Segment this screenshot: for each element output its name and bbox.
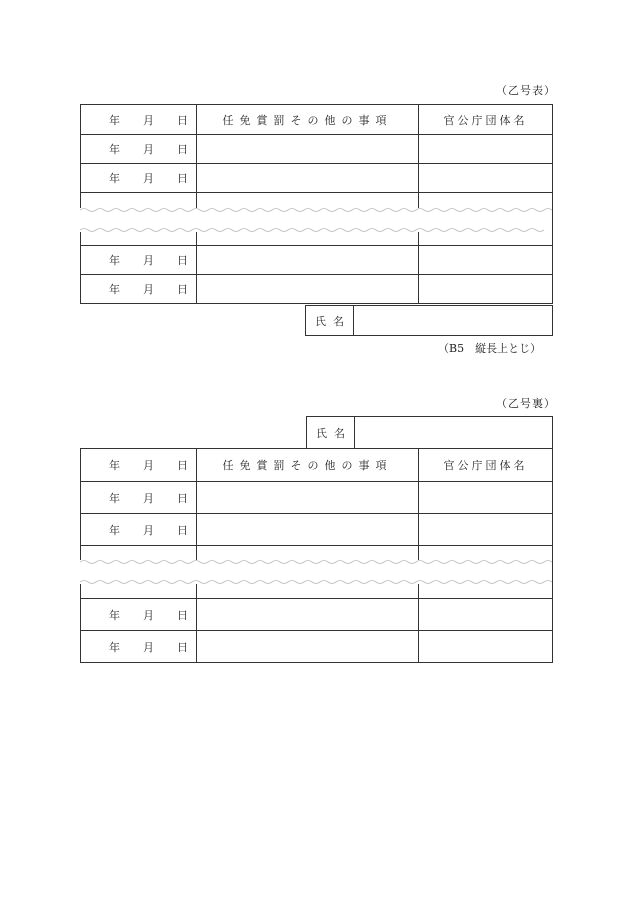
office-cell[interactable] [419,135,553,164]
front-form-tag: （乙号表） [496,84,556,97]
back-header-row [81,449,553,482]
matter-cell[interactable] [197,164,419,193]
table-row: 年 月 日 [81,164,553,193]
matter-cell[interactable] [197,135,419,164]
matter-cell[interactable] [197,275,419,304]
office-cell[interactable] [419,275,553,304]
name-label: 氏 名 [306,306,354,336]
table-row: 年 月 日 [81,246,553,275]
office-cell[interactable] [419,599,553,631]
front-name-box [305,305,553,336]
front-footnote: （B5 縦長上とじ） [438,342,542,355]
office-cell[interactable] [419,631,553,663]
table-row: 年 月 日 [81,599,553,631]
office-header: 官公庁団体名 [419,449,553,482]
table-row: 年 月 日 [81,482,553,514]
matter-cell[interactable] [197,599,419,631]
matter-header: 任免賞罰その他の事項 [197,449,419,482]
office-cell[interactable] [419,246,553,275]
matter-cell[interactable] [197,482,419,514]
office-cell[interactable] [419,514,553,546]
front-header-row [81,105,553,135]
back-form-tag: （乙号裏） [496,397,556,410]
matter-cell[interactable] [197,246,419,275]
table-row: 年 月 日 [81,135,553,164]
office-header: 官公庁団体名 [419,105,553,135]
matter-header: 任免賞罰その他の事項 [197,105,419,135]
table-row: 年 月 日 [81,275,553,304]
omission-wave-icon [80,556,552,588]
table-row: 年 月 日 [81,631,553,663]
office-cell[interactable] [419,482,553,514]
name-field[interactable] [355,417,553,449]
table-row: 年 月 日 [81,514,553,546]
matter-cell[interactable] [197,514,419,546]
back-name-box [306,416,553,449]
date-header: 年 月 日 [81,105,197,135]
date-header: 年 月 日 [81,449,197,482]
matter-cell[interactable] [197,631,419,663]
name-field[interactable] [354,306,553,336]
name-label: 氏 名 [307,417,355,449]
office-cell[interactable] [419,164,553,193]
omission-wave-icon [80,204,552,236]
